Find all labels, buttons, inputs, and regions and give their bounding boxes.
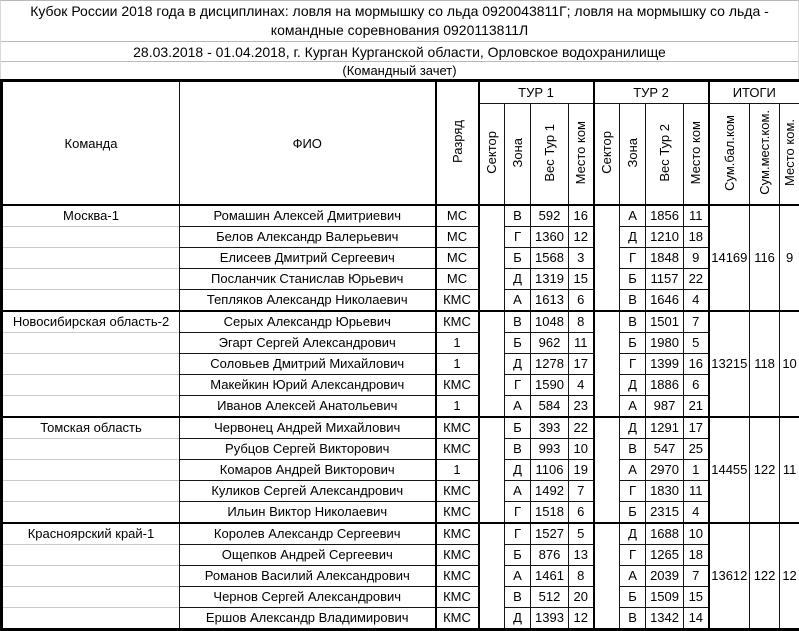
team-name-cell: Томская область	[2, 417, 180, 439]
header-tour2: ТУР 2	[594, 81, 709, 104]
fio-cell: Посланчик Станислав Юрьевич	[180, 269, 436, 290]
zone-cell-tour1: Д	[505, 269, 531, 290]
header-zone-tour2-label: Зона	[626, 138, 639, 168]
place-cell-tour1: 11	[569, 333, 594, 354]
zone-cell-tour2: Г	[620, 248, 646, 269]
place-cell-tour2: 11	[684, 481, 709, 502]
header-final-place-label: Место ком.	[783, 119, 796, 186]
rank-cell: МС	[436, 227, 479, 248]
place-cell-tour1: 6	[569, 502, 594, 524]
rank-cell: КМС	[436, 481, 479, 502]
place-cell-tour2: 6	[684, 375, 709, 396]
rank-cell: КМС	[436, 566, 479, 587]
final-place-cell: 10	[780, 311, 799, 417]
zone-cell-tour1: А	[505, 290, 531, 312]
zone-cell-tour2: Г	[620, 481, 646, 502]
weight-cell-tour1: 592	[531, 205, 569, 227]
zone-cell-tour2: В	[620, 439, 646, 460]
place-cell-tour1: 23	[569, 396, 594, 418]
place-cell-tour2: 7	[684, 566, 709, 587]
place-cell-tour2: 25	[684, 439, 709, 460]
weight-cell-tour1: 1461	[531, 566, 569, 587]
zone-cell-tour2: Д	[620, 375, 646, 396]
header-sum-points-label: Сум.бал.ком	[723, 115, 736, 191]
table-row	[2, 481, 799, 502]
zone-cell-tour1: Б	[505, 545, 531, 566]
team-column-cell	[2, 227, 180, 248]
zone-cell-tour2: Д	[620, 417, 646, 439]
weight-cell-tour2: 1509	[646, 587, 684, 608]
weight-cell-tour1: 1106	[531, 460, 569, 481]
rank-cell: 1	[436, 460, 479, 481]
sum-places-cell: 116	[750, 205, 780, 311]
team-column-cell	[2, 566, 180, 587]
fio-cell: Белов Александр Валерьевич	[180, 227, 436, 248]
weight-cell-tour1: 512	[531, 587, 569, 608]
header-place-tour1	[569, 104, 594, 206]
table-row	[2, 608, 799, 630]
zone-cell-tour2: А	[620, 460, 646, 481]
team-column-cell	[2, 396, 180, 418]
team-column-cell	[2, 354, 180, 375]
sector-cell-tour2	[594, 311, 620, 417]
place-cell-tour1: 12	[569, 608, 594, 630]
weight-cell-tour1: 1048	[531, 311, 569, 333]
place-cell-tour2: 5	[684, 333, 709, 354]
place-cell-tour1: 7	[569, 481, 594, 502]
place-cell-tour2: 10	[684, 523, 709, 545]
weight-cell-tour2: 1886	[646, 375, 684, 396]
place-cell-tour1: 4	[569, 375, 594, 396]
team-column-cell	[2, 269, 180, 290]
rank-cell: МС	[436, 248, 479, 269]
header-rank-label: Разряд	[451, 120, 464, 163]
table-row	[2, 566, 799, 587]
zone-cell-tour1: Г	[505, 502, 531, 524]
place-cell-tour2: 18	[684, 227, 709, 248]
zone-cell-tour1: Д	[505, 460, 531, 481]
fio-cell: Рубцов Сергей Викторович	[180, 439, 436, 460]
place-cell-tour1: 15	[569, 269, 594, 290]
place-cell-tour2: 7	[684, 311, 709, 333]
sector-cell-tour2	[594, 205, 620, 311]
weight-cell-tour1: 1568	[531, 248, 569, 269]
sector-cell-tour1	[479, 205, 505, 311]
zone-cell-tour1: А	[505, 396, 531, 418]
weight-cell-tour1: 1492	[531, 481, 569, 502]
header-tour1: ТУР 1	[479, 81, 594, 104]
zone-cell-tour1: Б	[505, 248, 531, 269]
zone-cell-tour1: А	[505, 481, 531, 502]
place-cell-tour1: 8	[569, 566, 594, 587]
table-row	[2, 311, 799, 333]
weight-cell-tour1: 1278	[531, 354, 569, 375]
weight-cell-tour2: 1265	[646, 545, 684, 566]
header-team: Команда	[2, 81, 180, 206]
dates-location: 28.03.2018 - 01.04.2018, г. Курган Курганской области, Орловское водохранилище	[1, 42, 798, 62]
fio-cell: Тепляков Александр Николаевич	[180, 290, 436, 312]
weight-cell-tour2: 987	[646, 396, 684, 418]
fio-cell: Королев Александр Сергеевич	[180, 523, 436, 545]
weight-cell-tour2: 2970	[646, 460, 684, 481]
weight-cell-tour1: 584	[531, 396, 569, 418]
fio-cell: Ильин Виктор Николаевич	[180, 502, 436, 524]
zone-cell-tour2: Д	[620, 523, 646, 545]
sum-points-cell: 14169	[709, 205, 750, 311]
table-row	[2, 205, 799, 227]
weight-cell-tour2: 547	[646, 439, 684, 460]
zone-cell-tour2: Б	[620, 269, 646, 290]
zone-cell-tour1: Г	[505, 227, 531, 248]
team-column-cell	[2, 460, 180, 481]
place-cell-tour1: 13	[569, 545, 594, 566]
weight-cell-tour1: 1319	[531, 269, 569, 290]
team-column-cell	[2, 248, 180, 269]
zone-cell-tour1: Б	[505, 417, 531, 439]
header-fio: ФИО	[180, 81, 436, 206]
header-zone-tour2	[620, 104, 646, 206]
weight-cell-tour1: 1613	[531, 290, 569, 312]
rank-cell: КМС	[436, 290, 479, 312]
document-header	[0, 0, 799, 79]
fio-cell: Червонец Андрей Михайлович	[180, 417, 436, 439]
header-place-tour1-label: Место ком	[574, 121, 587, 184]
team-column-cell	[2, 290, 180, 312]
rank-cell: МС	[436, 269, 479, 290]
place-cell-tour1: 19	[569, 460, 594, 481]
header-sum-places-label: Сум.мест.ком.	[758, 110, 771, 195]
weight-cell-tour2: 1830	[646, 481, 684, 502]
place-cell-tour1: 20	[569, 587, 594, 608]
rank-cell: 1	[436, 396, 479, 418]
place-cell-tour1: 16	[569, 205, 594, 227]
header-weight-tour2-label: Вес Тур 2	[658, 124, 671, 182]
rank-cell: КМС	[436, 439, 479, 460]
header-sector-tour1	[479, 104, 505, 206]
sector-cell-tour2	[594, 523, 620, 630]
sum-points-cell: 14455	[709, 417, 750, 523]
place-cell-tour2: 14	[684, 608, 709, 630]
zone-cell-tour1: Д	[505, 354, 531, 375]
team-column-cell	[2, 481, 180, 502]
place-cell-tour1: 3	[569, 248, 594, 269]
zone-cell-tour2: Г	[620, 354, 646, 375]
fio-cell: Макейкин Юрий Александрович	[180, 375, 436, 396]
sector-cell-tour2	[594, 417, 620, 523]
place-cell-tour1: 10	[569, 439, 594, 460]
place-cell-tour1: 17	[569, 354, 594, 375]
rank-cell: КМС	[436, 523, 479, 545]
header-weight-tour2	[646, 104, 684, 206]
header-final-place	[780, 104, 799, 206]
header-sum-places	[750, 104, 780, 206]
weight-cell-tour2: 1399	[646, 354, 684, 375]
place-cell-tour2: 18	[684, 545, 709, 566]
weight-cell-tour2: 1501	[646, 311, 684, 333]
final-place-cell: 9	[780, 205, 799, 311]
zone-cell-tour2: А	[620, 396, 646, 418]
fio-cell: Иванов Алексей Анатольевич	[180, 396, 436, 418]
table-row	[2, 417, 799, 439]
document-title: Кубок России 2018 года в дисциплинах: ловля на мормышку со льда 0920043811Г; ловля на мормышку со льда - командные соревнования 0920113811Л	[1, 1, 798, 42]
rank-cell: КМС	[436, 375, 479, 396]
weight-cell-tour2: 1848	[646, 248, 684, 269]
fio-cell: Ромашин Алексей Дмитриевич	[180, 205, 436, 227]
weight-cell-tour1: 962	[531, 333, 569, 354]
rank-cell: КМС	[436, 417, 479, 439]
team-column-cell	[2, 439, 180, 460]
weight-cell-tour1: 993	[531, 439, 569, 460]
header-zone-tour1	[505, 104, 531, 206]
table-row	[2, 460, 799, 481]
header-sum-points	[709, 104, 750, 206]
table-header	[2, 81, 799, 206]
table-row	[2, 354, 799, 375]
weight-cell-tour1: 1590	[531, 375, 569, 396]
zone-cell-tour1: А	[505, 566, 531, 587]
header-zone-tour1-label: Зона	[511, 138, 524, 168]
sum-places-cell: 122	[750, 523, 780, 630]
table-row	[2, 269, 799, 290]
place-cell-tour1: 22	[569, 417, 594, 439]
zone-cell-tour2: Б	[620, 333, 646, 354]
final-place-cell: 12	[780, 523, 799, 630]
zone-cell-tour1: Г	[505, 523, 531, 545]
sector-cell-tour1	[479, 417, 505, 523]
fio-cell: Ощепков Андрей Сергеевич	[180, 545, 436, 566]
weight-cell-tour2: 1646	[646, 290, 684, 312]
rank-cell: КМС	[436, 311, 479, 333]
zone-cell-tour2: Б	[620, 502, 646, 524]
table-row	[2, 227, 799, 248]
weight-cell-tour2: 1688	[646, 523, 684, 545]
fio-cell: Комаров Андрей Викторович	[180, 460, 436, 481]
place-cell-tour2: 11	[684, 205, 709, 227]
standings-note: (Командный зачет)	[1, 62, 798, 79]
header-rank	[436, 81, 479, 206]
weight-cell-tour2: 1856	[646, 205, 684, 227]
rank-cell: КМС	[436, 545, 479, 566]
fio-cell: Соловьев Дмитрий Михайлович	[180, 354, 436, 375]
table-row	[2, 333, 799, 354]
weight-cell-tour1: 1360	[531, 227, 569, 248]
fio-cell: Серых Александр Юрьевич	[180, 311, 436, 333]
zone-cell-tour1: В	[505, 587, 531, 608]
sector-cell-tour1	[479, 311, 505, 417]
fio-cell: Эгарт Сергей Александрович	[180, 333, 436, 354]
header-totals: ИТОГИ	[709, 81, 799, 104]
zone-cell-tour2: Д	[620, 227, 646, 248]
zone-cell-tour2: Б	[620, 587, 646, 608]
place-cell-tour2: 15	[684, 587, 709, 608]
sum-points-cell: 13215	[709, 311, 750, 417]
header-weight-tour1	[531, 104, 569, 206]
place-cell-tour1: 6	[569, 290, 594, 312]
place-cell-tour1: 8	[569, 311, 594, 333]
sector-cell-tour1	[479, 523, 505, 630]
zone-cell-tour2: Г	[620, 545, 646, 566]
zone-cell-tour1: Д	[505, 608, 531, 630]
weight-cell-tour2: 1342	[646, 608, 684, 630]
team-column-cell	[2, 375, 180, 396]
team-name-cell: Красноярский край-1	[2, 523, 180, 545]
rank-cell: КМС	[436, 608, 479, 630]
rank-cell: 1	[436, 333, 479, 354]
zone-cell-tour1: В	[505, 311, 531, 333]
zone-cell-tour2: А	[620, 566, 646, 587]
place-cell-tour2: 9	[684, 248, 709, 269]
place-cell-tour2: 1	[684, 460, 709, 481]
weight-cell-tour2: 1210	[646, 227, 684, 248]
results-tbody	[2, 205, 799, 630]
sum-places-cell: 122	[750, 417, 780, 523]
header-weight-tour1-label: Вес Тур 1	[543, 124, 556, 182]
weight-cell-tour2: 1291	[646, 417, 684, 439]
team-column-cell	[2, 333, 180, 354]
weight-cell-tour1: 1518	[531, 502, 569, 524]
rank-cell: КМС	[436, 502, 479, 524]
weight-cell-tour2: 1157	[646, 269, 684, 290]
team-column-cell	[2, 502, 180, 524]
weight-cell-tour2: 1980	[646, 333, 684, 354]
header-sector-tour1-label: Сектор	[485, 131, 498, 174]
header-place-tour2	[684, 104, 709, 206]
table-row	[2, 523, 799, 545]
rank-cell: МС	[436, 205, 479, 227]
zone-cell-tour1: Г	[505, 375, 531, 396]
place-cell-tour2: 16	[684, 354, 709, 375]
final-place-cell: 11	[780, 417, 799, 523]
place-cell-tour1: 12	[569, 227, 594, 248]
zone-cell-tour2: В	[620, 290, 646, 312]
place-cell-tour1: 5	[569, 523, 594, 545]
fio-cell: Чернов Сергей Александрович	[180, 587, 436, 608]
weight-cell-tour1: 393	[531, 417, 569, 439]
sum-points-cell: 13612	[709, 523, 750, 630]
place-cell-tour2: 17	[684, 417, 709, 439]
table-row	[2, 587, 799, 608]
zone-cell-tour2: В	[620, 311, 646, 333]
weight-cell-tour1: 1527	[531, 523, 569, 545]
team-column-cell	[2, 608, 180, 630]
weight-cell-tour1: 1393	[531, 608, 569, 630]
zone-cell-tour1: В	[505, 439, 531, 460]
table-row	[2, 290, 799, 312]
table-row	[2, 439, 799, 460]
weight-cell-tour2: 2315	[646, 502, 684, 524]
rank-cell: КМС	[436, 587, 479, 608]
team-name-cell: Новосибирская область-2	[2, 311, 180, 333]
weight-cell-tour2: 2039	[646, 566, 684, 587]
weight-cell-tour1: 876	[531, 545, 569, 566]
fio-cell: Ершов Александр Владимирович	[180, 608, 436, 630]
table-row	[2, 248, 799, 269]
table-row	[2, 502, 799, 524]
zone-cell-tour2: В	[620, 608, 646, 630]
place-cell-tour2: 4	[684, 290, 709, 312]
zone-cell-tour1: Б	[505, 333, 531, 354]
zone-cell-tour2: А	[620, 205, 646, 227]
place-cell-tour2: 4	[684, 502, 709, 524]
fio-cell: Куликов Сергей Александрович	[180, 481, 436, 502]
table-row	[2, 545, 799, 566]
place-cell-tour2: 21	[684, 396, 709, 418]
team-column-cell	[2, 587, 180, 608]
header-sector-tour2	[594, 104, 620, 206]
team-name-cell: Москва-1	[2, 205, 180, 227]
header-place-tour2-label: Место ком	[689, 121, 702, 184]
zone-cell-tour1: В	[505, 205, 531, 227]
header-sector-tour2-label: Сектор	[600, 131, 613, 174]
fio-cell: Романов Василий Александрович	[180, 566, 436, 587]
sum-places-cell: 118	[750, 311, 780, 417]
results-table	[0, 79, 799, 631]
team-column-cell	[2, 545, 180, 566]
place-cell-tour2: 22	[684, 269, 709, 290]
table-row	[2, 396, 799, 418]
rank-cell: 1	[436, 354, 479, 375]
fio-cell: Елисеев Дмитрий Сергеевич	[180, 248, 436, 269]
table-row	[2, 375, 799, 396]
